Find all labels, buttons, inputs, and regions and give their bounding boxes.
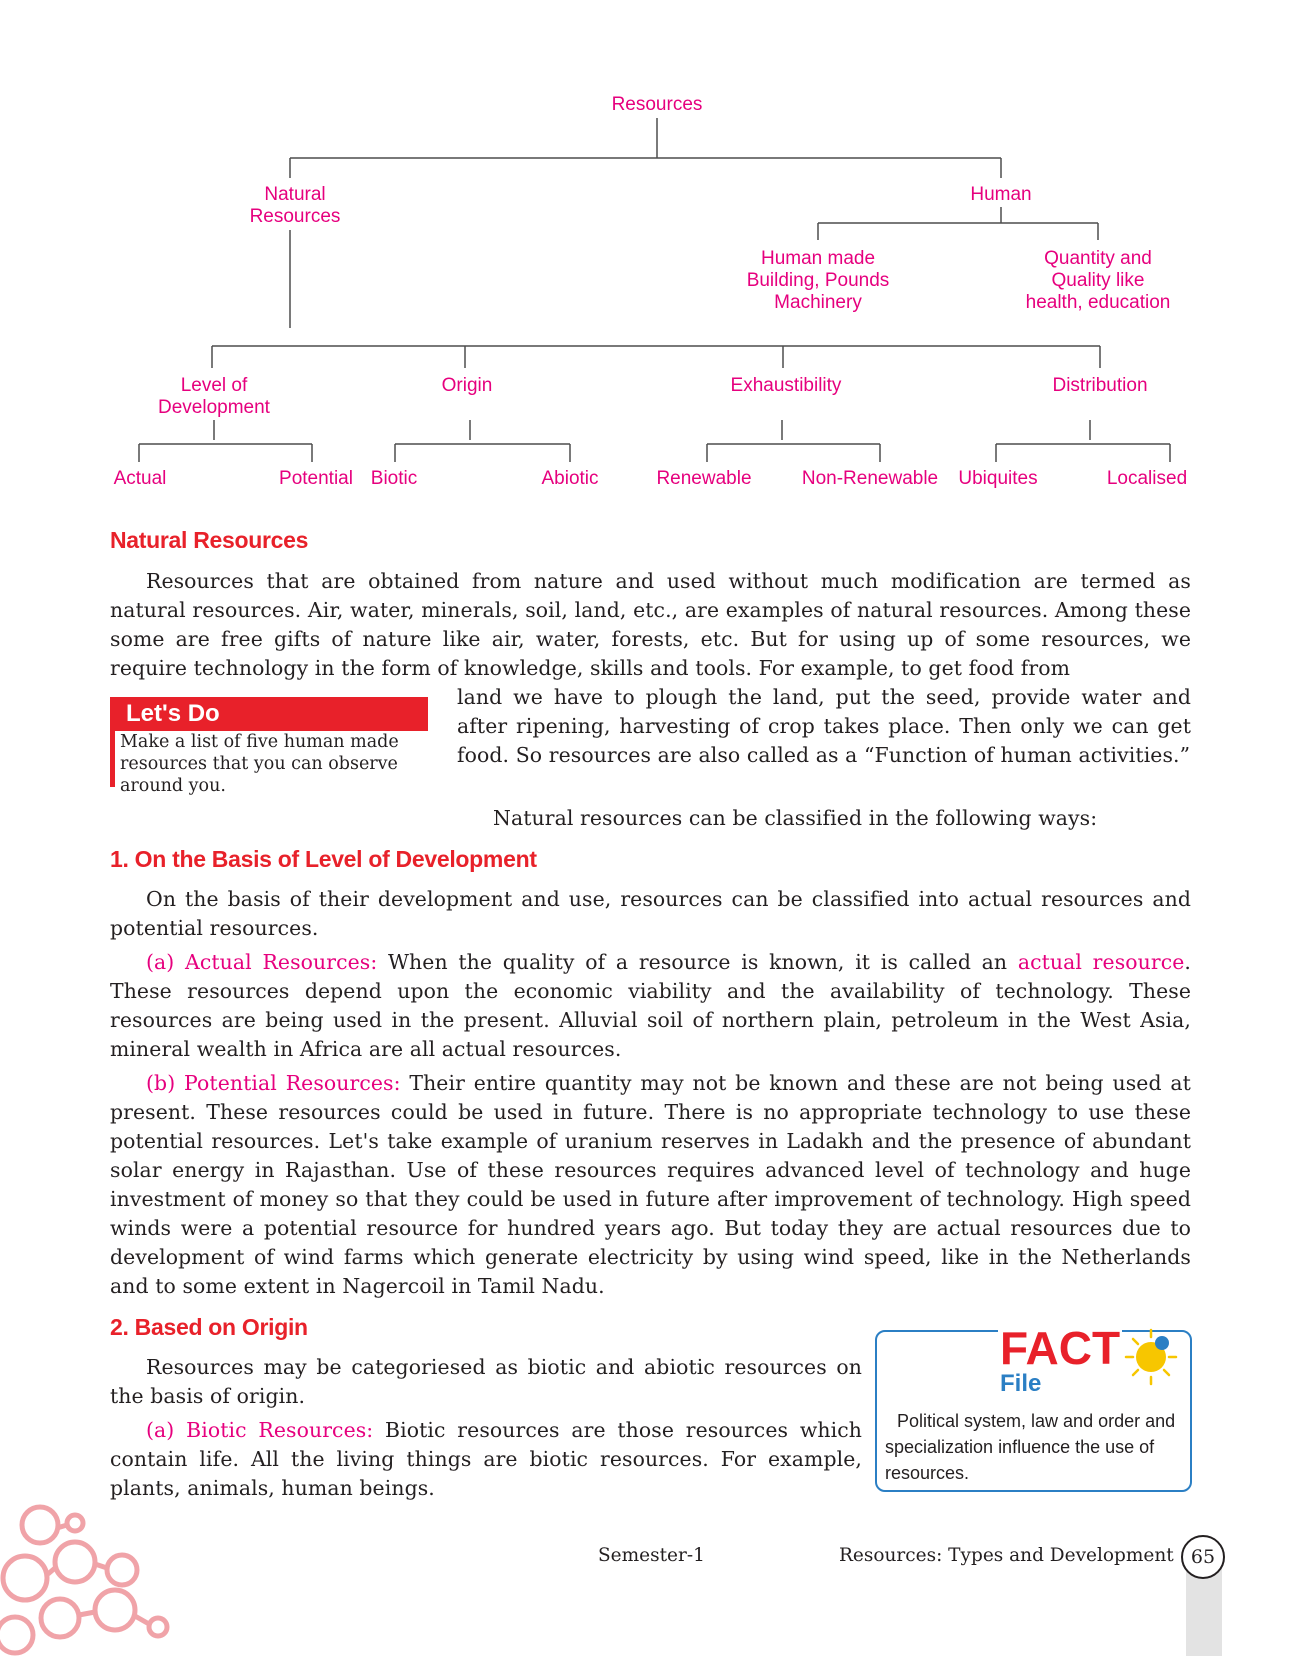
lets-do-title: Let's Do (126, 700, 220, 727)
section2-intro: Resources may be categoriesed as biotic and abiotic resources on the basis of origin. (110, 1355, 862, 1408)
node-distribution: Distribution (1052, 375, 1148, 396)
fact-file-title: FACT (1000, 1322, 1121, 1374)
potential-resources-label: (b) Potential Resources: (146, 1071, 401, 1095)
resources-tree-diagram (0, 0, 1296, 500)
potential-resources-text: Their entire quantity may not be known and these are not being used at present. These resources could be used in future. There is no appropriate technology to use these potential resources. Let's take example of uranium reserves in Ladakh and the presence of abundant solar energy in Rajasthan. Use of these resources requires advanced level of technology and huge investment of money so that they could be used in future after improvement of technology. High speed winds were a potential resource for hundred years ago. But today they are actual resources due to development of wind farms which generate electricity by using wind speed, like in the Netherlands and to some extent in Nagercoil in Tamil Nadu. (110, 1071, 1191, 1298)
biotic-resources-para (110, 1416, 862, 1503)
actual-resources-label: (a) Actual Resources: (146, 950, 378, 974)
section1-intro: On the basis of their development and use, resources can be classified into actual resources and potential resources. (110, 887, 1191, 940)
corner-decoration (0, 1500, 180, 1656)
actual-resource-term: actual resource (1017, 950, 1185, 974)
lets-do-box (110, 697, 428, 796)
node-exhaustibility: Exhaustibility (730, 375, 842, 396)
node-non-renewable: Non-Renewable (801, 468, 939, 489)
node-abiotic: Abiotic (541, 468, 599, 489)
natural-resources-heading: Natural Resources (110, 527, 309, 553)
fact-file-subtitle: File (1000, 1370, 1042, 1397)
lets-do-side-bar (110, 731, 115, 787)
actual-resources-text2: . These resources depend upon the economic viability and the availability of technology. These resources are being used in the present. Alluvial soil of northern plain, petroleum in the West Asia, mineral wealth in Africa are all actual resources. (110, 950, 1191, 1061)
section2-heading: 2. Based on Origin (110, 1314, 308, 1340)
node-resources: Resources (611, 94, 703, 115)
potential-resources-para (110, 1069, 1191, 1301)
node-quantity-quality: Quantity and Quality like health, education (1025, 248, 1171, 313)
footer-semester: Semester-1 (598, 1545, 705, 1566)
node-ubiquites: Ubiquites (958, 468, 1038, 489)
natural-resources-para1-cont: land we have to plough the land, put the seed, provide water and after ripening, harvesting of crop takes place. Then only we can get food. So resources are also called as a “Function of human activities.” (457, 685, 1191, 767)
biotic-resources-text: Biotic resources are those resources which contain life. All the living things are biotic resources. For example, plants, animals, human beings. (110, 1418, 862, 1500)
node-human: Human (970, 184, 1032, 205)
node-natural-resources: Natural Resources (249, 184, 341, 227)
natural-resources-para1: Resources that are obtained from nature and used without much modification are termed as natural resources. Air, water, minerals, soil, land, etc., are examples of natural resources. Among these some are free gifts of nature like air, water, forests, etc. But for using up of some resources, we require technology in the form of knowledge, skills and tools. For example, to get food from (110, 569, 1191, 680)
node-level-of-development: Level of Development (158, 375, 270, 418)
sun-icon (1118, 1326, 1188, 1388)
node-origin: Origin (441, 375, 493, 396)
biotic-resources-label: (a) Biotic Resources: (146, 1418, 374, 1442)
footer-chapter: Resources: Types and Development (839, 1545, 1174, 1566)
page-number: 65 (1181, 1535, 1225, 1579)
node-renewable: Renewable (656, 468, 752, 489)
node-biotic: Biotic (370, 468, 418, 489)
actual-resources-text1: When the quality of a resource is known, it is called an (377, 950, 1018, 974)
natural-resources-para2: Natural resources can be classified in the following ways: (493, 806, 1098, 830)
lets-do-text: Make a list of five human made resources that you can observe around you. (120, 732, 399, 796)
fact-file-box (875, 1322, 1190, 1490)
node-potential: Potential (279, 468, 353, 489)
node-human-made: Human made Building, Pounds Machinery (746, 248, 890, 313)
lets-do-title-bar (110, 697, 428, 731)
actual-resources-para (110, 948, 1191, 1064)
node-localised: Localised (1106, 468, 1188, 489)
fact-file-text: Political system, law and order and specialization influence the use of resources. (885, 1411, 1176, 1483)
node-actual: Actual (113, 468, 167, 489)
section1-heading: 1. On the Basis of Level of Development (110, 846, 537, 872)
